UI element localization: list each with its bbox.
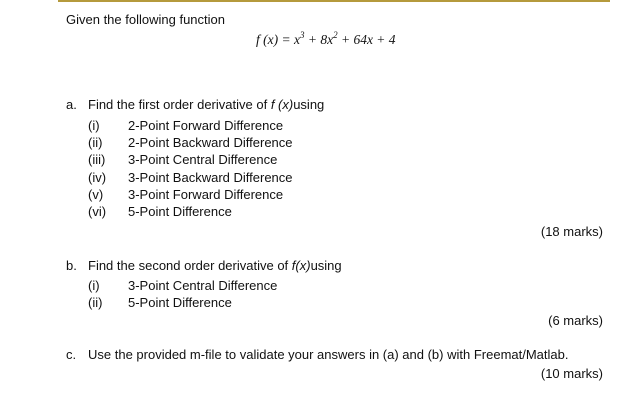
part-c-text: Use the provided m-file to validate your answers in (a) and (b) with Freemat/Matlab. xyxy=(88,347,569,362)
part-b-roman-2: (ii) xyxy=(88,295,103,310)
intro-text: Given the following function xyxy=(66,12,225,27)
part-b-marks: (6 marks) xyxy=(548,313,603,328)
part-a-question xyxy=(88,97,324,113)
part-b-fx: f(x) xyxy=(291,258,311,273)
part-a-roman-1: (i) xyxy=(88,118,100,133)
part-a-item-4: 3-Point Backward Difference xyxy=(128,170,293,185)
part-b-item-1: 3-Point Central Difference xyxy=(128,278,278,293)
function-rhs: + 64x + 4 xyxy=(337,32,396,47)
part-c-letter: c. xyxy=(66,347,77,362)
part-a-roman-6: (vi) xyxy=(88,204,107,219)
part-a-item-1: 2-Point Forward Difference xyxy=(128,118,284,133)
part-c-marks: (10 marks) xyxy=(540,366,603,381)
part-b-using: using xyxy=(310,258,342,273)
function-equation xyxy=(256,32,396,48)
part-a-item-3: 3-Point Central Difference xyxy=(128,152,278,167)
part-a-item-2: 2-Point Backward Difference xyxy=(128,135,293,150)
function-exponent-2: 2 xyxy=(333,30,338,40)
part-a-letter: a. xyxy=(66,97,77,112)
function-exponent-3: 3 xyxy=(299,30,305,40)
part-a-roman-5: (v) xyxy=(88,187,104,202)
part-a-using: using xyxy=(293,97,325,112)
part-b-text: Find the second order derivative of xyxy=(88,258,292,273)
top-rule xyxy=(58,0,610,2)
part-b-roman-1: (i) xyxy=(88,278,100,293)
part-b-question xyxy=(88,258,342,274)
part-a-item-5: 3-Point Forward Difference xyxy=(128,187,284,202)
part-a-roman-4: (iv) xyxy=(88,170,107,185)
part-a-roman-2: (ii) xyxy=(88,135,103,150)
part-b-letter: b. xyxy=(66,258,77,273)
part-a-fx: f (x) xyxy=(270,97,294,112)
part-a-roman-3: (iii) xyxy=(88,152,106,167)
part-b-item-2: 5-Point Difference xyxy=(128,295,232,310)
part-a-text: Find the first order derivative of xyxy=(88,97,271,112)
function-lhs: f (x) = x xyxy=(256,32,300,47)
function-mid: + 8x xyxy=(304,32,334,47)
part-a-item-6: 5-Point Difference xyxy=(128,204,232,219)
part-a-marks: (18 marks) xyxy=(540,224,603,239)
